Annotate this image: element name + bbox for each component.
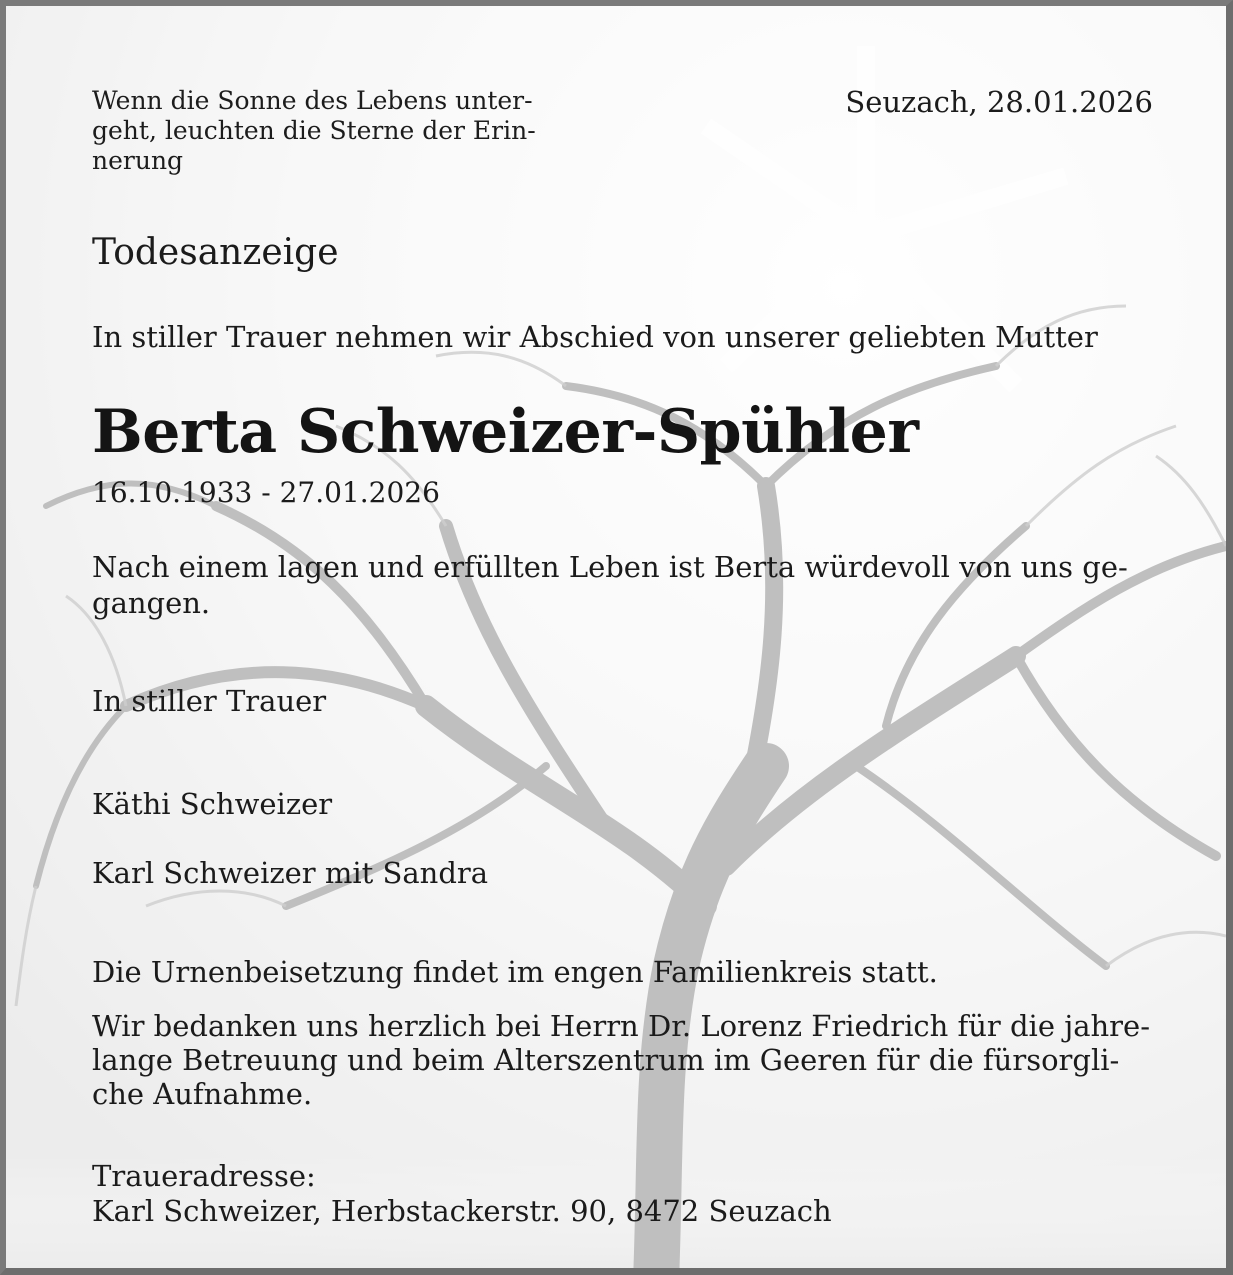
mourning-line: In stiller Trauer bbox=[92, 684, 327, 718]
intro-text: In stiller Trauer nehmen wir Abschied von unserer geliebten Mutter bbox=[92, 320, 1098, 354]
deceased-name: Berta Schweizer-Spühler bbox=[92, 397, 919, 467]
passage-text: Nach einem lagen und erfüllten Leben ist Berta würdevoll von uns ge- gangen. bbox=[92, 550, 1128, 620]
life-dates: 16.10.1933 - 27.01.2026 bbox=[92, 476, 440, 509]
address-label: Traueradresse: bbox=[92, 1159, 316, 1193]
motto-quote: Wenn die Sonne des Lebens unter- geht, leuchten die Sterne der Erin- nerung bbox=[92, 86, 536, 175]
notice-heading: Todesanzeige bbox=[92, 232, 339, 273]
obituary-content bbox=[6, 6, 1233, 1275]
mourning-address: Karl Schweizer, Herbstackerstr. 90, 8472 Seuzach bbox=[92, 1194, 832, 1228]
thanks-text: Wir bedanken uns herzlich bei Herrn Dr. Lorenz Friedrich für die jahre- lange Betreuung und beim Alterszentrum im Geeren für die fürsorgli- che Aufnahme. bbox=[92, 1009, 1150, 1111]
burial-note: Die Urnenbeisetzung findet im engen Familienkreis statt. bbox=[92, 955, 938, 989]
mourner-name: Karl Schweizer mit Sandra bbox=[92, 856, 489, 890]
place-date: Seuzach, 28.01.2026 bbox=[845, 85, 1153, 119]
mourner-name: Käthi Schweizer bbox=[92, 787, 333, 821]
